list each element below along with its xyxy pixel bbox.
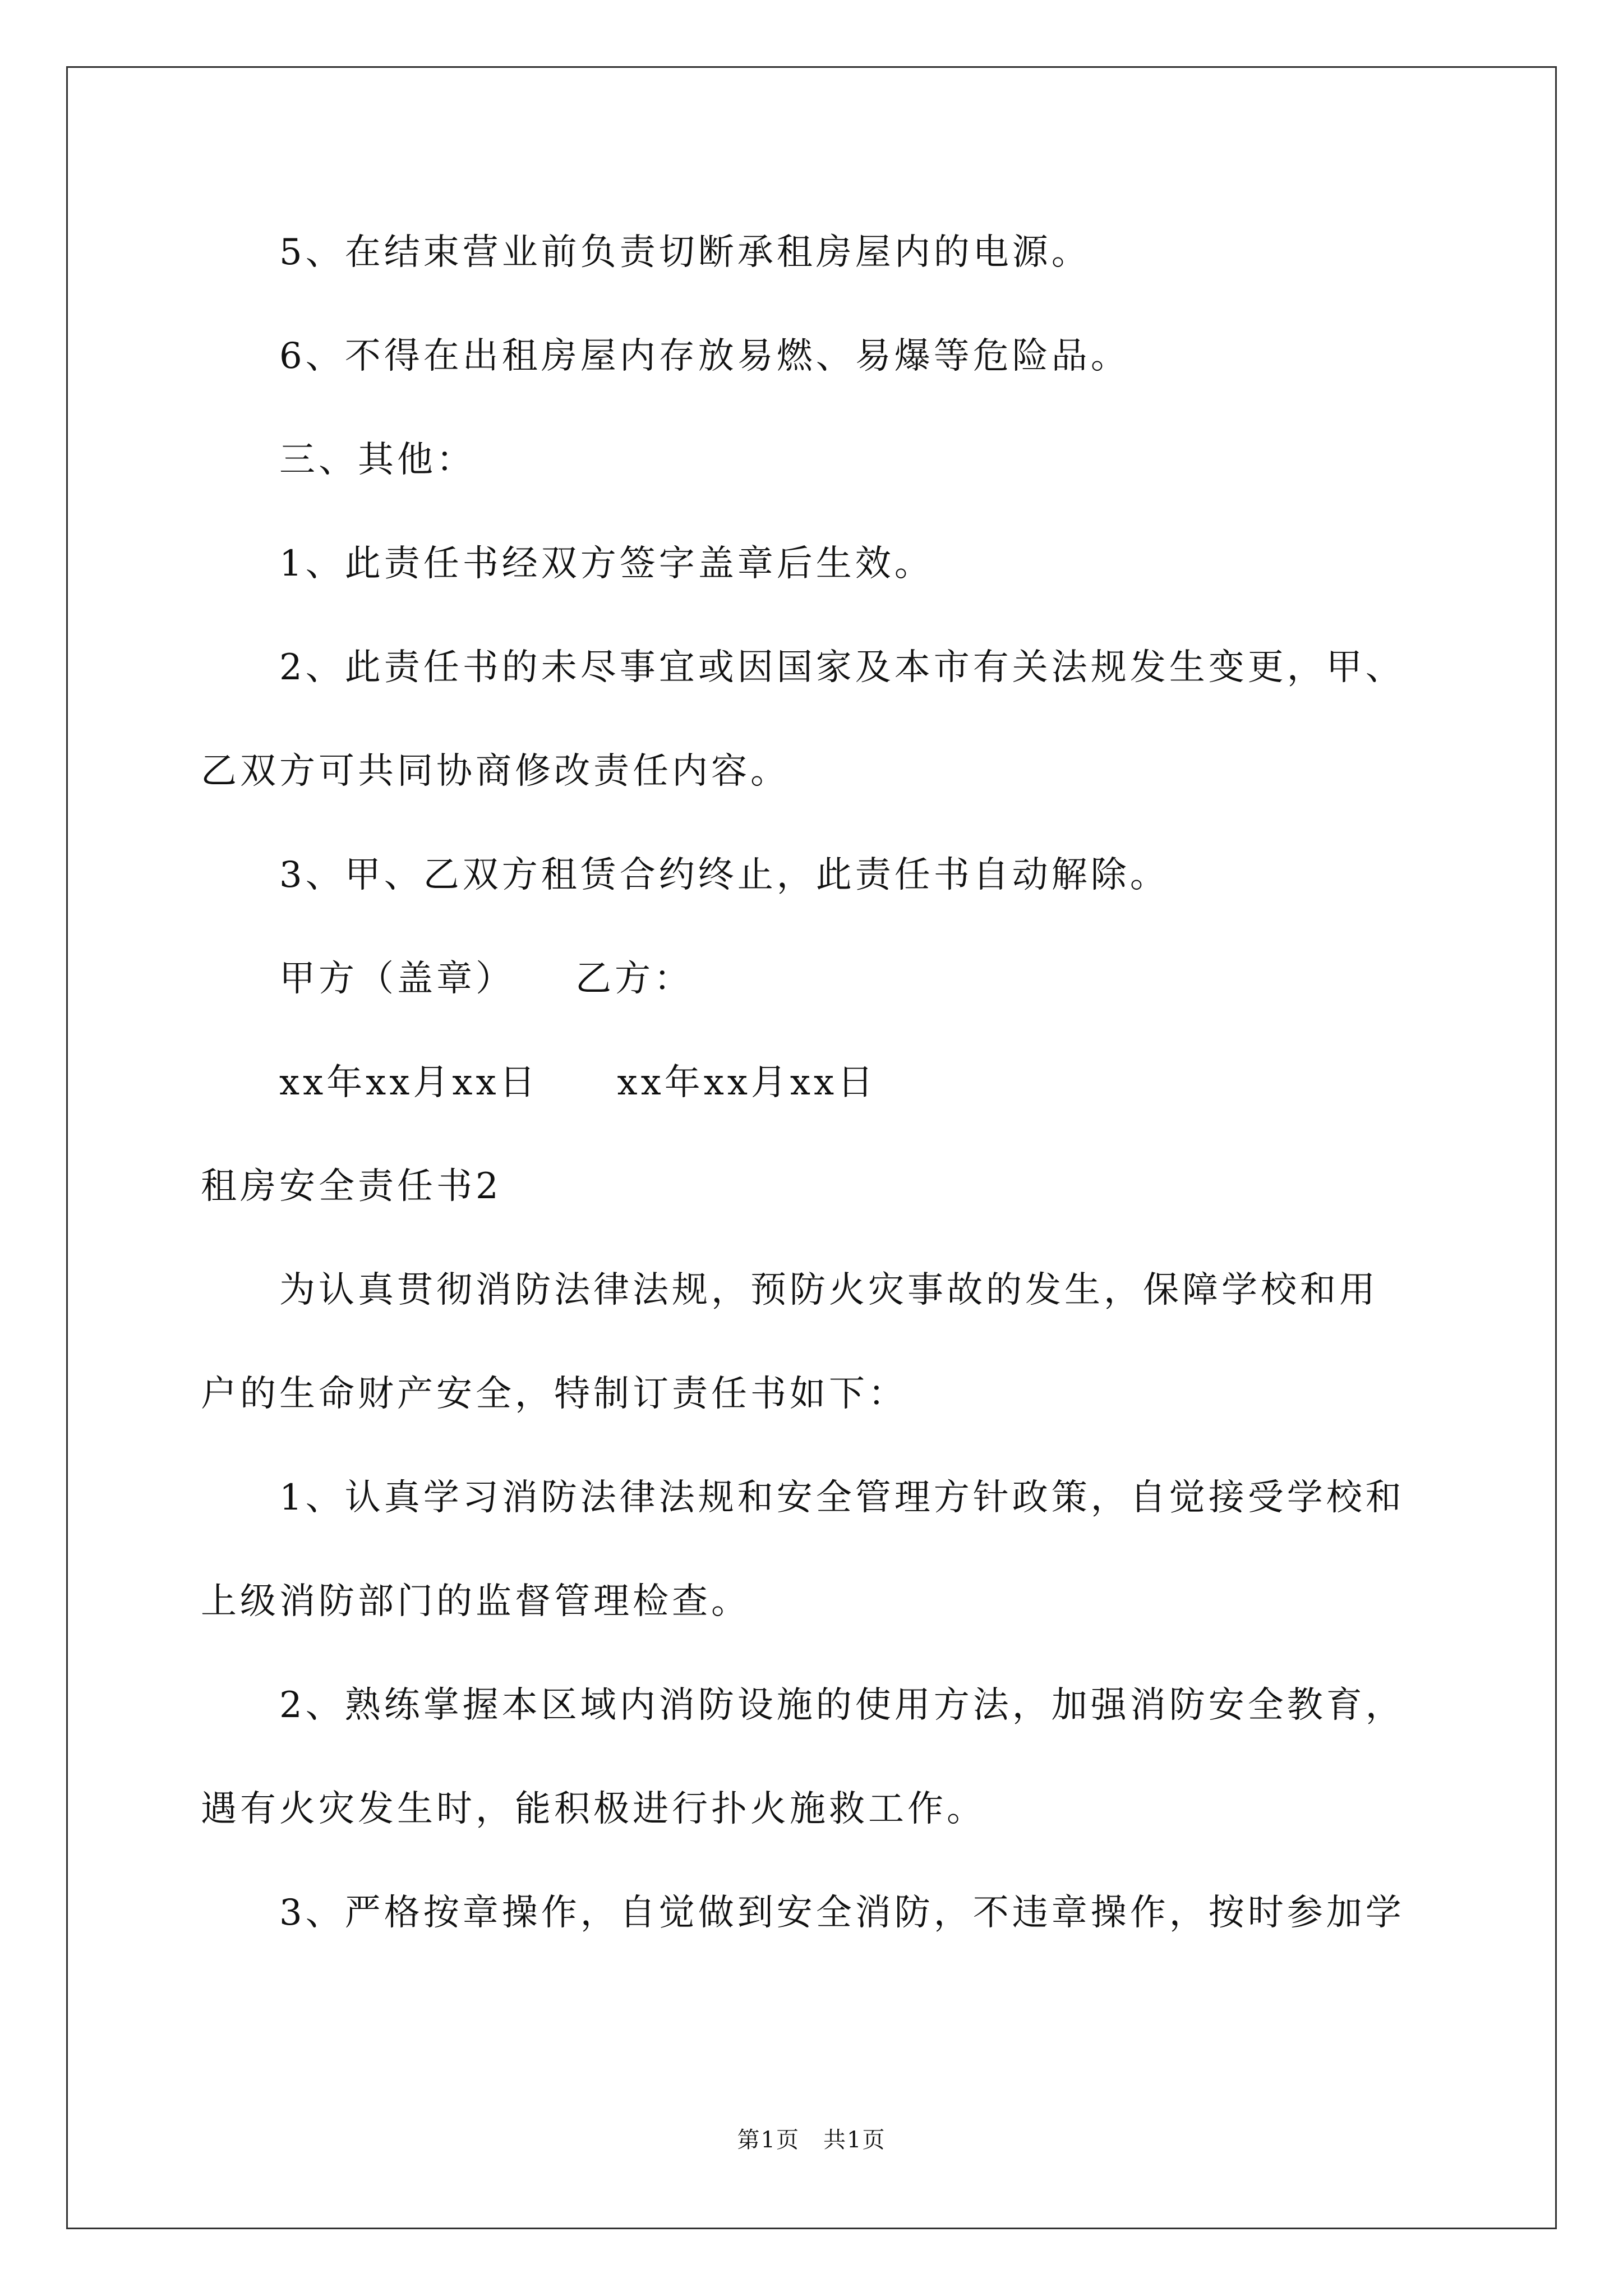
paragraph-line: 遇有火灾发生时，能积极进行扑火施救工作。 xyxy=(201,1788,986,1830)
date-line: xx年xx月xx日 xx年xx月xx日 xyxy=(279,1062,877,1103)
paragraph-line: 1、此责任书经双方签字盖章后生效。 xyxy=(279,543,934,585)
paragraph-line: 5、在结束营业前负责切断承租房屋内的电源。 xyxy=(279,232,1091,273)
paragraph-line: 上级消防部门的监督管理检查。 xyxy=(201,1581,750,1622)
paragraph-line: 1、认真学习消防法律法规和安全管理方针政策，自觉接受学校和 xyxy=(279,1477,1405,1519)
paragraph-line: 户的生命财产安全，特制订责任书如下： xyxy=(201,1373,907,1415)
signature-line: 甲方（盖章） 乙方： xyxy=(279,958,693,1000)
section-heading: 三、其他： xyxy=(279,439,476,481)
paragraph-line: 2、此责任书的未尽事宜或因国家及本市有关法规发生变更，甲、 xyxy=(279,647,1405,688)
paragraph-line: 2、熟练掌握本区域内消防设施的使用方法，加强消防安全教育， xyxy=(279,1685,1405,1726)
paragraph-line: 6、不得在出租房屋内存放易燃、易爆等危险品。 xyxy=(279,335,1130,377)
paragraph-line: 为认真贯彻消防法律法规，预防火灾事故的发生，保障学校和用 xyxy=(279,1269,1378,1311)
paragraph-line: 3、甲、乙双方租赁合约终止，此责任书自动解除。 xyxy=(279,854,1169,896)
paragraph-line: 3、严格按章操作，自觉做到安全消防，不违章操作，按时参加学 xyxy=(279,1892,1405,1934)
paragraph-line: 乙双方可共同协商修改责任内容。 xyxy=(201,751,790,792)
document-title: 租房安全责任书2 xyxy=(201,1166,502,1207)
page-footer: 第1页 共1页 xyxy=(737,2127,886,2153)
